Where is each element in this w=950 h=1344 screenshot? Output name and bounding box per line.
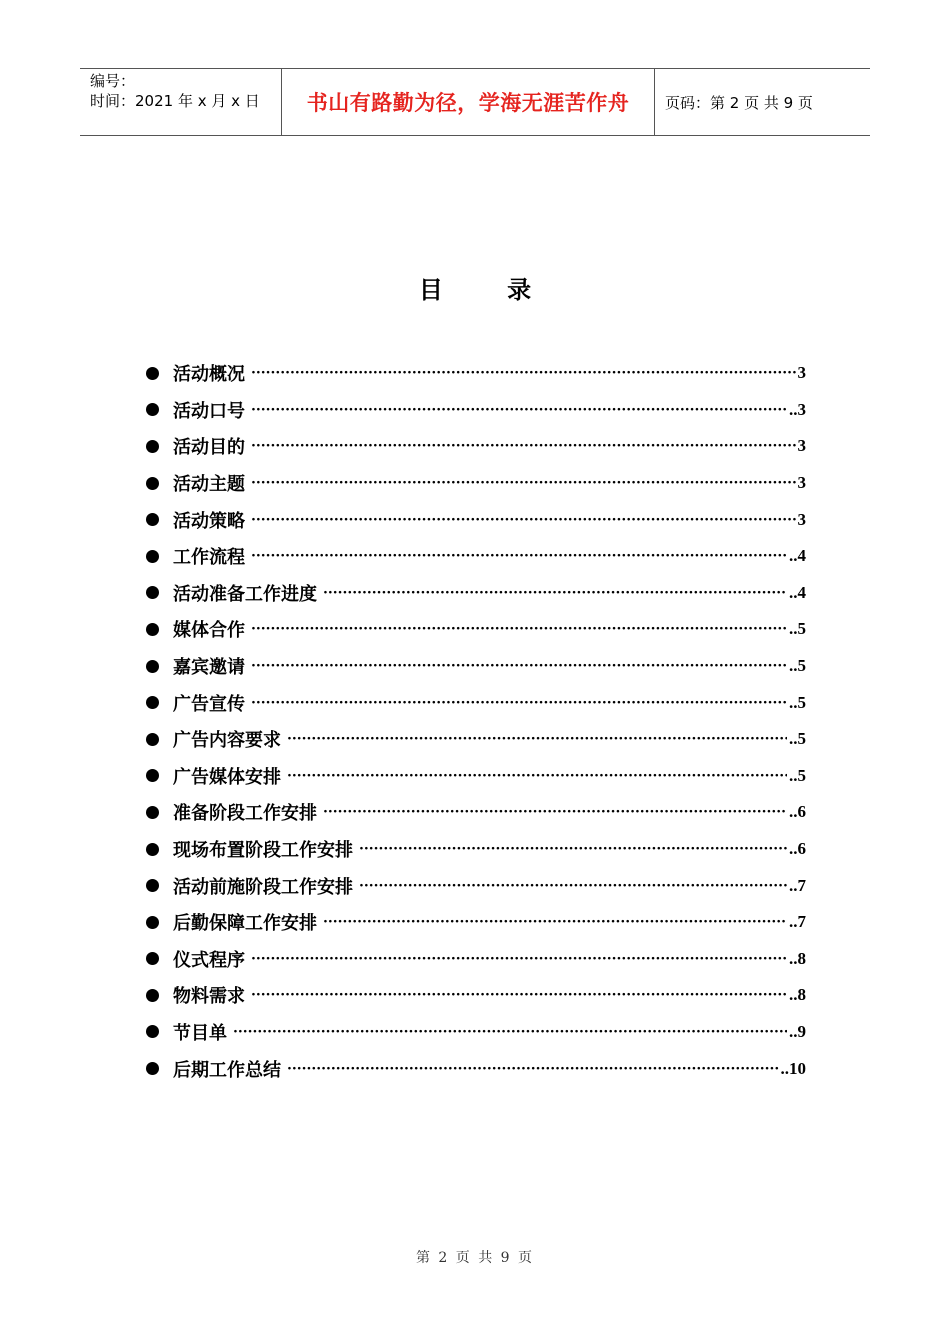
toc-entry-page: ..5 (789, 729, 806, 749)
dot-leader (251, 548, 787, 564)
toc-entry-page: 3 (797, 363, 806, 383)
bullet-icon (146, 733, 159, 746)
bullet-icon (146, 440, 159, 453)
toc-entry-label: 准备阶段工作安排 (173, 803, 317, 825)
toc-entry[interactable] (146, 1014, 806, 1051)
bullet-icon (146, 660, 159, 673)
toc-entry-page: ..8 (789, 948, 806, 968)
toc-entry[interactable] (146, 538, 806, 575)
toc-entry-label: 活动目的 (173, 437, 245, 459)
dot-leader (359, 841, 787, 857)
dot-leader (233, 1024, 787, 1040)
toc-entry[interactable] (146, 611, 806, 648)
bullet-icon (146, 623, 159, 636)
toc-entry[interactable] (146, 904, 806, 941)
toc-entry[interactable] (146, 575, 806, 612)
bullet-icon (146, 843, 159, 856)
toc-entry[interactable] (146, 794, 806, 831)
dot-leader (251, 621, 787, 637)
bullet-icon (146, 1062, 159, 1075)
bullet-icon (146, 367, 159, 380)
toc-entry-label: 后勤保障工作安排 (173, 913, 317, 935)
bullet-icon (146, 550, 159, 563)
header-motto-cell (282, 69, 655, 135)
toc-entry-label: 仪式程序 (173, 949, 245, 971)
toc-entry-label: 物料需求 (173, 986, 245, 1008)
toc-entry-page: ..5 (789, 656, 806, 676)
table-of-contents (146, 355, 806, 1087)
toc-entry[interactable] (146, 465, 806, 502)
toc-entry-page: ..3 (789, 399, 806, 419)
bullet-icon (146, 879, 159, 892)
bullet-icon (146, 586, 159, 599)
toc-entry-label: 后期工作总结 (173, 1059, 281, 1081)
toc-entry-page: ..7 (789, 912, 806, 932)
toc-entry[interactable] (146, 977, 806, 1014)
dot-leader (251, 402, 787, 418)
page-header (80, 68, 870, 136)
time-label: 时间：2021 年 x 月 x 日 (90, 92, 260, 110)
toc-entry-page: 3 (797, 436, 806, 456)
toc-entry-page: ..7 (789, 875, 806, 895)
toc-entry[interactable] (146, 1050, 806, 1087)
toc-entry-page: ..6 (789, 839, 806, 859)
toc-entry[interactable] (146, 721, 806, 758)
bullet-icon (146, 989, 159, 1002)
toc-entry-label: 活动主题 (173, 474, 245, 496)
dot-leader (251, 951, 787, 967)
toc-entry[interactable] (146, 831, 806, 868)
header-page-info: 页码：第 2 页 共 9 页 (665, 93, 813, 112)
bullet-icon (146, 1025, 159, 1038)
toc-entry-label: 嘉宾邀请 (173, 657, 245, 679)
toc-entry-page: ..5 (789, 692, 806, 712)
dot-leader (287, 731, 787, 747)
toc-entry-label: 广告宣传 (173, 693, 245, 715)
toc-entry-page: ..4 (789, 582, 806, 602)
page-title: 目 录 (418, 276, 560, 304)
toc-entry[interactable] (146, 392, 806, 429)
header-meta (80, 69, 282, 135)
code-label: 编号： (90, 72, 136, 90)
toc-entry-page: ..10 (780, 1058, 806, 1078)
dot-leader (251, 365, 796, 381)
toc-entry-page: 3 (797, 473, 806, 493)
toc-entry-label: 广告媒体安排 (173, 766, 281, 788)
dot-leader (323, 914, 787, 930)
toc-entry[interactable] (146, 648, 806, 685)
dot-leader (287, 768, 787, 784)
toc-entry[interactable] (146, 758, 806, 795)
toc-entry[interactable] (146, 501, 806, 538)
bullet-icon (146, 769, 159, 782)
toc-entry-page: ..8 (789, 985, 806, 1005)
toc-entry-label: 工作流程 (173, 547, 245, 569)
bullet-icon (146, 696, 159, 709)
dot-leader (323, 585, 787, 601)
toc-entry-label: 节目单 (173, 1022, 227, 1044)
toc-entry[interactable] (146, 684, 806, 721)
dot-leader (251, 987, 787, 1003)
toc-entry[interactable] (146, 428, 806, 465)
bullet-icon (146, 403, 159, 416)
toc-entry-label: 活动口号 (173, 400, 245, 422)
toc-entry-label: 广告内容要求 (173, 730, 281, 752)
toc-entry[interactable] (146, 941, 806, 978)
toc-entry-label: 媒体合作 (173, 620, 245, 642)
dot-leader (251, 658, 787, 674)
page-footer: 第 2 页 共 9 页 (415, 1250, 535, 1266)
toc-entry[interactable] (146, 867, 806, 904)
toc-entry-page: ..5 (789, 619, 806, 639)
toc-entry-label: 活动前施阶段工作安排 (173, 876, 353, 898)
bullet-icon (146, 806, 159, 819)
toc-entry-page: 3 (797, 509, 806, 529)
bullet-icon (146, 916, 159, 929)
toc-entry-page: ..4 (789, 546, 806, 566)
toc-entry-label: 现场布置阶段工作安排 (173, 840, 353, 862)
toc-entry-page: ..5 (789, 765, 806, 785)
dot-leader (251, 475, 796, 491)
dot-leader (251, 512, 796, 528)
bullet-icon (146, 513, 159, 526)
toc-entry-label: 活动准备工作进度 (173, 583, 317, 605)
dot-leader (251, 695, 787, 711)
dot-leader (251, 438, 796, 454)
bullet-icon (146, 477, 159, 490)
toc-entry-label: 活动策略 (173, 510, 245, 532)
dot-leader (323, 804, 787, 820)
dot-leader (359, 878, 787, 894)
dot-leader (287, 1061, 779, 1077)
toc-entry-page: ..6 (789, 802, 806, 822)
toc-entry[interactable] (146, 355, 806, 392)
header-motto: 书山有路勤为径，学海无涯苦作舟 (306, 91, 630, 115)
header-page-info-cell (655, 69, 870, 135)
toc-entry-label: 活动概况 (173, 364, 245, 386)
toc-entry-page: ..9 (789, 1021, 806, 1041)
bullet-icon (146, 952, 159, 965)
